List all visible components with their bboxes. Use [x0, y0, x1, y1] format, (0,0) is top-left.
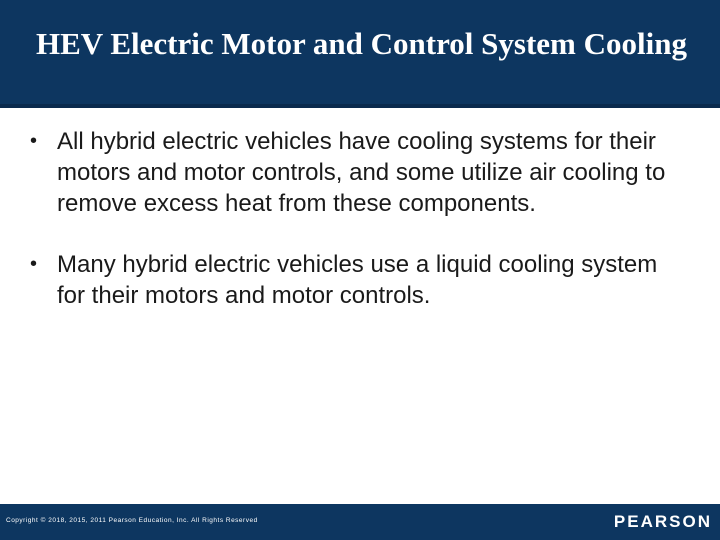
bullet-item: [30, 249, 690, 311]
bullet-text: Many hybrid electric vehicles use a liquid cooling system for their motors and motor controls.: [57, 251, 658, 309]
title-bar: [0, 0, 720, 108]
bullet-text: All hybrid electric vehicles have cooling systems for their motors and motor controls, and some utilize air cooling to remove excess heat from these components.: [57, 128, 666, 217]
bullet-list: [30, 126, 690, 341]
slide-title: HEV Electric Motor and Control System Cooling: [36, 26, 687, 61]
bullet-item: [30, 126, 690, 219]
bullet-marker: •: [30, 130, 38, 152]
footer-bar: [0, 504, 720, 540]
copyright-notice: Copyright © 2018, 2015, 2011 Pearson Education, Inc. All Rights Reserved: [6, 517, 258, 524]
pearson-logo: PEARSON: [613, 512, 712, 531]
bullet-marker: •: [30, 253, 38, 275]
title-divider: [0, 104, 720, 108]
